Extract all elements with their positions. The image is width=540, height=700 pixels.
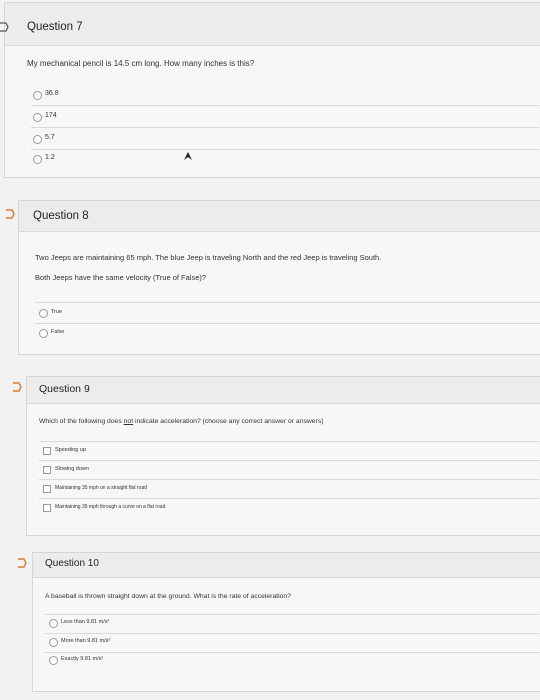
option-divider — [45, 652, 539, 653]
question-10-option-3[interactable] — [49, 654, 529, 668]
option-divider — [31, 105, 539, 106]
question-10-option-1[interactable] — [49, 617, 529, 631]
question-7-option-1[interactable] — [33, 89, 513, 103]
question-7-text: My mechanical pencil is 14.5 cm long. How many inches is this? — [27, 59, 255, 68]
question-8-title: Question 8 — [33, 210, 89, 222]
question-10-header — [33, 553, 540, 578]
radio-button[interactable] — [39, 329, 48, 338]
question-9-text-start: Which of the following does — [39, 418, 124, 425]
radio-button[interactable] — [33, 155, 42, 164]
bookmark-flag-icon[interactable] — [18, 558, 27, 568]
option-divider — [35, 323, 540, 324]
question-9-option-2[interactable] — [43, 464, 523, 478]
question-7-header — [5, 3, 540, 46]
option-label: Maintaining 35 mph through a curve on a flat road — [55, 504, 166, 510]
option-label: Slowing down — [55, 466, 89, 472]
radio-button[interactable] — [39, 309, 48, 318]
option-divider — [39, 460, 539, 461]
checkbox[interactable] — [43, 466, 51, 474]
question-10-option-2[interactable] — [49, 636, 529, 650]
question-8-text-line-2: Both Jeeps have the same velocity (True of False)? — [35, 273, 207, 282]
option-divider — [31, 127, 539, 128]
option-divider — [39, 441, 539, 442]
radio-button[interactable] — [49, 638, 58, 647]
option-label: Speeding up — [55, 447, 86, 453]
question-9-emphasis: not — [123, 418, 134, 425]
question-7-card — [4, 2, 540, 178]
question-9-header — [27, 377, 540, 404]
checkbox[interactable] — [43, 485, 51, 493]
option-label: 1.2 — [45, 154, 55, 161]
question-7-option-2[interactable] — [33, 111, 513, 125]
question-7-title: Question 7 — [27, 21, 83, 33]
question-9-text-end: indicate acceleration? (choose any correct answer or answers) — [133, 418, 324, 425]
question-9-option-4[interactable] — [43, 502, 523, 516]
question-9-title: Question 9 — [39, 383, 90, 395]
question-9-text — [39, 418, 324, 425]
option-divider — [39, 498, 539, 499]
checkbox[interactable] — [43, 504, 51, 512]
option-label: Less than 9.81 m/s² — [61, 619, 110, 625]
question-9-option-3[interactable] — [43, 483, 523, 497]
option-divider — [39, 479, 539, 480]
option-label: False — [51, 329, 65, 335]
question-9-card — [26, 376, 540, 536]
radio-button[interactable] — [49, 619, 58, 628]
option-label: True — [51, 309, 63, 315]
checkbox[interactable] — [43, 447, 51, 455]
radio-button[interactable] — [49, 656, 58, 665]
bookmark-flag-icon[interactable] — [6, 209, 15, 219]
option-divider — [31, 149, 539, 150]
question-7-option-4[interactable] — [33, 153, 513, 167]
question-10-text: A baseball is thrown straight down at the ground. What is the rate of acceleration? — [45, 593, 291, 600]
question-8-header — [19, 201, 540, 232]
question-9-option-1[interactable] — [43, 445, 523, 459]
question-8-text-line-1: Two Jeeps are maintaining 65 mph. The blue Jeep is traveling North and the red Jeep is traveling South. — [35, 253, 382, 262]
bookmark-flag-icon[interactable] — [13, 382, 22, 392]
mouse-cursor-icon — [183, 151, 193, 161]
question-10-card — [32, 552, 540, 692]
option-divider — [35, 302, 540, 303]
question-10-title: Question 10 — [45, 558, 99, 569]
question-7-option-3[interactable] — [33, 133, 513, 147]
option-label: 36.8 — [45, 90, 59, 97]
radio-button[interactable] — [33, 135, 42, 144]
question-8-card — [18, 200, 540, 355]
question-8-option-2[interactable] — [39, 327, 519, 341]
option-divider — [45, 614, 539, 615]
option-label: 174 — [45, 112, 57, 119]
question-8-option-1[interactable] — [39, 307, 519, 321]
option-label: Maintaining 35 mph on a straight flat road — [55, 485, 147, 491]
option-label: Exactly 9.81 m/s² — [61, 656, 104, 662]
radio-button[interactable] — [33, 113, 42, 122]
bookmark-flag-icon[interactable] — [0, 22, 9, 32]
radio-button[interactable] — [33, 91, 42, 100]
option-label: 5.7 — [45, 134, 55, 141]
option-label: More than 9.81 m/s² — [61, 638, 111, 644]
option-divider — [45, 633, 539, 634]
